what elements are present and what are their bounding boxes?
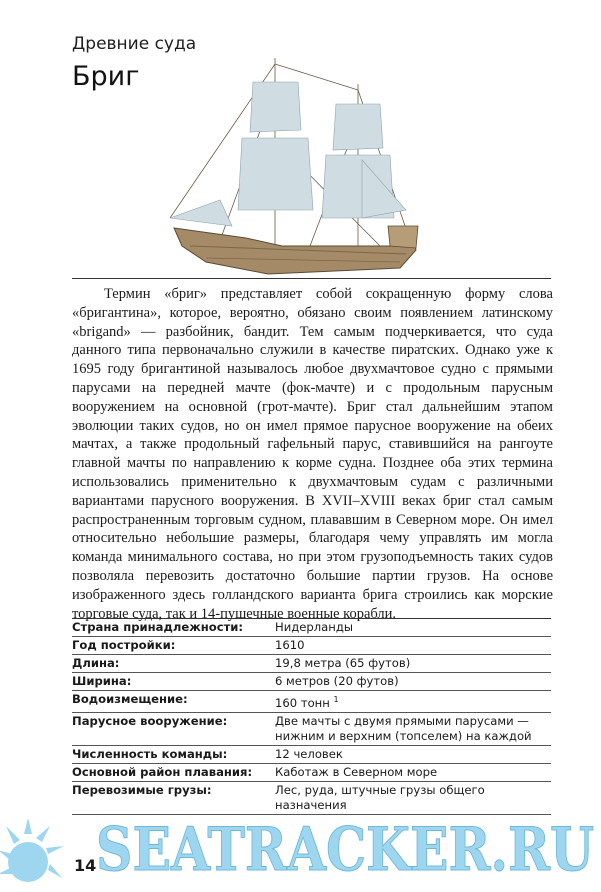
spec-value: 1610 bbox=[275, 637, 551, 655]
section-label: Древние суда bbox=[72, 34, 197, 54]
spec-value: 12 человек bbox=[275, 745, 551, 763]
spec-value: 160 тонн bbox=[275, 695, 330, 710]
watermark-logo bbox=[92, 810, 598, 884]
table-row bbox=[72, 691, 551, 713]
page-number: 14 bbox=[74, 856, 97, 875]
spec-value: Лес, руда, штучные грузы общего назначения bbox=[275, 781, 551, 814]
spec-label: Основной район плавания: bbox=[72, 763, 275, 781]
body-text: Термин «бриг» представляет собой сокращенную форму слова «бригантина», которое, вероятно, обязано своим появлением латинскому «brigand» — разбойник, бандит. Тем самым подчеркивается, что суда данного типа первоначально служили в качестве пиратских. Однако уже к 1695 году бригантиной называлось любое двухмачтовое судно с прямыми парусами на передней мачте (фок-мачте) и с продольным парусным вооружением на основной (грот-мачте). Бриг стал дальнейшим этапом эволюции таких судов, но он имел прямое парусное вооружение на обеих мачтах, а также продольный гафельный парус, ставившийся на рангоуте главной мачты по направлению к корме судна. Позднее оба этих термина использовались применительно к двухмачтовым судам с различными вариантами парусного вооружения. В XVII–XVIII веках бриг стал самым распространенным торговым судном, плававшим в Северном море. Он имел относительно небольшие размеры, благодаря чему управлять им могла команда минимального состава, но при этом грузоподъемность таких судов позволяла перевозить достаточно большие партии грузов. На основе изображенного здесь голландского варианта брига строились как морские торговые суда, так и 14-пушечные военные корабли. bbox=[72, 286, 553, 622]
table-row bbox=[72, 712, 551, 745]
watermark-text: SEATRACKER.RU bbox=[96, 815, 594, 884]
spec-label: Год постройки: bbox=[72, 637, 275, 655]
table-row bbox=[72, 637, 551, 655]
page-title: Бриг bbox=[72, 61, 140, 92]
table-row bbox=[72, 655, 551, 673]
specs-table bbox=[72, 618, 551, 815]
spec-value: Две мачты с двумя прямыми парусами — нижним и верхним (топселем) на каждой bbox=[275, 712, 551, 745]
spec-value-cell bbox=[275, 691, 551, 713]
table-row bbox=[72, 619, 551, 637]
table-row bbox=[72, 745, 551, 763]
spec-label: Страна принадлежности: bbox=[72, 619, 275, 637]
section-divider bbox=[72, 278, 551, 279]
spec-value: 6 метров (20 футов) bbox=[275, 673, 551, 691]
spec-label: Ширина: bbox=[72, 673, 275, 691]
spec-value: Нидерланды bbox=[275, 619, 551, 637]
spec-value: Каботаж в Северном море bbox=[275, 763, 551, 781]
spec-label: Перевозимые грузы: bbox=[72, 781, 275, 814]
table-row bbox=[72, 673, 551, 691]
sun-logo-icon bbox=[0, 812, 82, 892]
spec-label: Длина: bbox=[72, 655, 275, 673]
spec-value: 19,8 метра (65 футов) bbox=[275, 655, 551, 673]
table-row bbox=[72, 763, 551, 781]
brig-ship-illustration bbox=[150, 50, 450, 280]
spec-label: Численность команды: bbox=[72, 745, 275, 763]
spec-label: Водоизмещение: bbox=[72, 691, 275, 713]
footnote-mark: 1 bbox=[333, 695, 339, 704]
spec-label: Парусное вооружение: bbox=[72, 712, 275, 745]
